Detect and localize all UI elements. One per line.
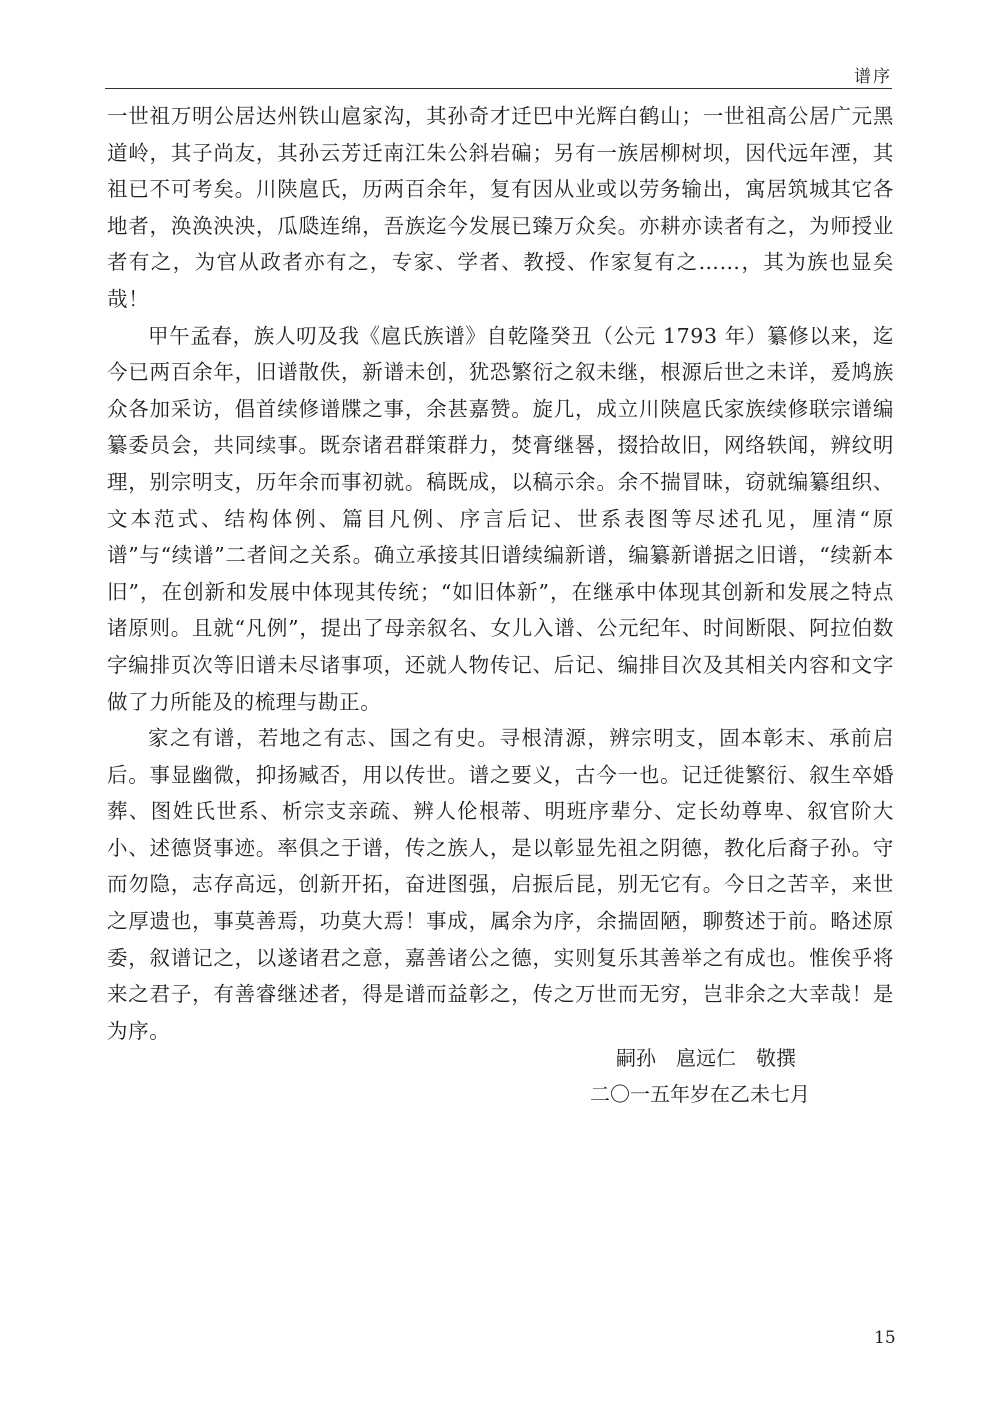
paragraph-2: 甲午孟春，族人叨及我《扈氏族谱》自乾隆癸丑（公元 1793 年）纂修以来，迄今已两百余年，旧谱散佚，新谱未创，犹恐繁衍之叙未继，根源后世之未详，爰鸠族众各加采访，倡首续修谱牒之事，余甚嘉赞。旋几，成立川陕扈氏家族续修联宗谱编纂委员会，共同续事。既奈诸君群策群力，焚膏继晷，掇拾故旧，网络轶闻，辨纹明理，别宗明支，历年余而事初就。稿既成，以稿示余。余不揣冒昧，窃就编纂组织、文本范式、结构体例、篇目凡例、序言后记、世系表图等尽述孔见，厘清“原谱”与“续谱”二者间之关系。确立承接其旧谱续编新谱，编纂新谱据之旧谱，“续新本旧”，在创新和发展中体现其传统；“如旧体新”，在继承中体现其创新和发展之特点诸原则。且就“凡例”，提出了母亲叙名、女儿入谱、公元纪年、时间断限、阿拉伯数字编排页次等旧谱未尽诸事项，还就人物传记、后记、编排目次及其相关内容和文字做了力所能及的梳理与勘正。 <box>107 323 894 714</box>
running-header <box>105 58 892 89</box>
page-number: 15 <box>874 1328 896 1348</box>
signature-date: 二〇一五年岁在乙未七月 <box>590 1082 810 1106</box>
section-title: 谱序 <box>854 67 892 87</box>
paragraph-1: 一世祖万明公居达州铁山扈家沟，其孙奇才迁巴中光辉白鹤山；一世祖高公居广元黑道岭，其子尚友，其孙云芳迁南江朱公斜岩碥；另有一族居柳树坝，因代远年湮，其祖已不可考矣。川陕扈氏，历两百余年，复有因从业或以劳务输出，寓居筑城其它各地者，涣涣泱泱，瓜瓞连绵，吾族迄今发展已臻万众矣。亦耕亦读者有之，为师授业者有之，为官从政者亦有之，专家、学者、教授、作家复有之……，其为族也显矣哉！ <box>107 104 894 311</box>
paragraph-3: 家之有谱，若地之有志、国之有史。寻根清源，辨宗明支，固本彰末、承前启后。事显幽微，抑扬臧否，用以传世。谱之要义，古今一也。记迁徙繁衍、叙生卒婚葬、图姓氏世系、析宗支亲疏、辨人伦根蒂、明班序辈分、定长幼尊卑、叙官阶大小、述德贤事迹。率俱之于谱，传之族人，是以彰显先祖之阴德，教化后裔子孙。守而勿隐，志存高远，创新开拓，奋进图强，启振后昆，别无它有。今日之苦辛，来世之厚遗也，事莫善焉，功莫大焉！事成，属余为序，余揣固陋，聊赘述于前。略述原委，叙谱记之，以遂诸君之意，嘉善诸公之德，实则复乐其善举之有成也。惟俟乎将来之君子，有善睿继述者，得是谱而益彰之，传之万世而无穷，岂非余之大幸哉！是为序。 <box>107 726 894 1043</box>
signature-block <box>590 1040 910 1112</box>
preface-body <box>107 98 894 1049</box>
signature-author: 嗣孙 扈远仁 敬撰 <box>616 1046 796 1070</box>
